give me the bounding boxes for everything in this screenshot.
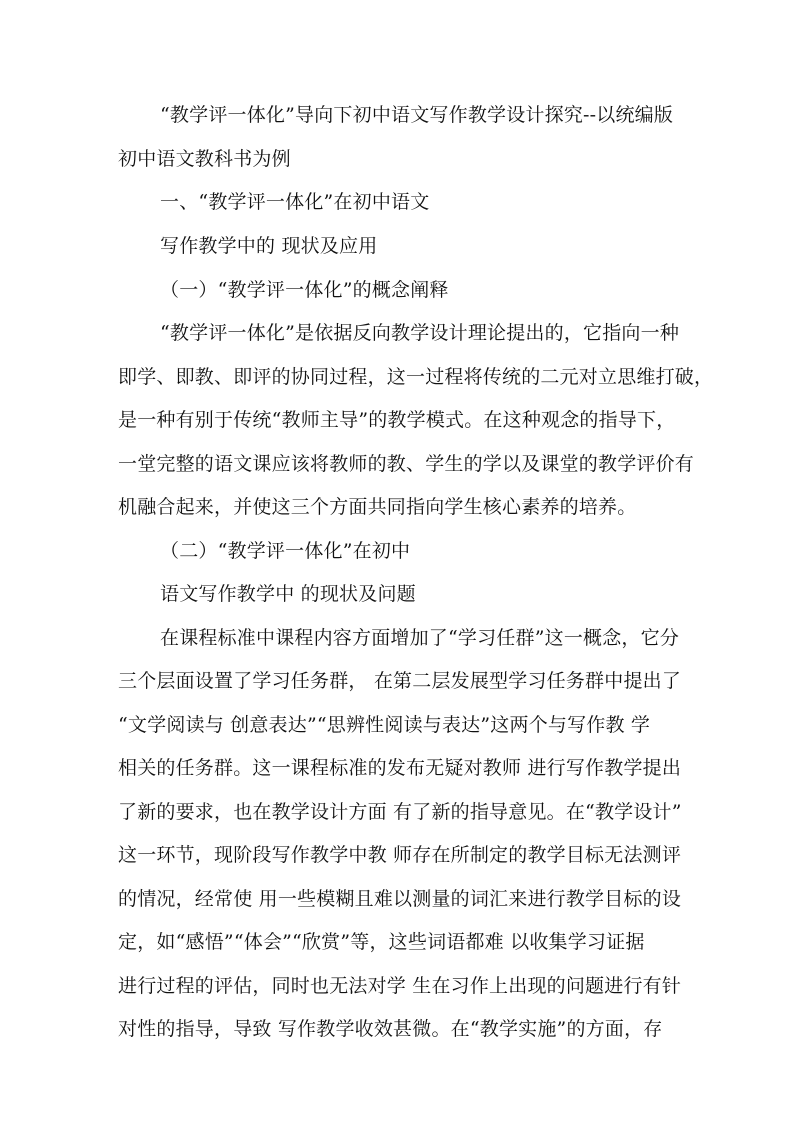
paragraph-line: 相关的任务群。这一课程标准的发布无疑对教师 进行写作教学提出 bbox=[118, 757, 682, 779]
subsection-heading-2-line-2: 语文写作教学中 的现状及问题 bbox=[160, 583, 416, 605]
document-title-line-2: 初中语文教科书为例 bbox=[118, 148, 291, 170]
paragraph-line: 定，如“感悟”“体会”“欣赏”等，这些词语都难 以收集学习证据 bbox=[118, 931, 645, 953]
paragraph-line: 即学、即教、即评的协同过程，这一过程将传统的二元对立思维打破， bbox=[118, 366, 714, 388]
paragraph-line: 进行过程的评估，同时也无法对学 生在习作上出现的问题进行有针 bbox=[118, 975, 682, 997]
paragraph-line: 了新的要求，也在教学设计方面 有了新的指导意见。在“教学设计” bbox=[118, 801, 682, 823]
subsection-heading-2-line-1: （二）“教学评一体化”在初中 bbox=[160, 540, 411, 562]
document-title-line-1: “教学评一体化”导向下初中语文写作教学设计探究--以统编版 bbox=[160, 104, 674, 126]
section-heading-1-line-1: 一、“教学评一体化”在初中语文 bbox=[160, 191, 430, 213]
paragraph-line: “教学评一体化”是依据反向教学设计理论提出的，它指向一种 bbox=[160, 322, 680, 344]
paragraph-line: 这一环节，现阶段写作教学中教 师存在所制定的教学目标无法测评 bbox=[118, 844, 682, 866]
paragraph-line: 在课程标准中课程内容方面增加了“学习任群”这一概念，它分 bbox=[160, 627, 680, 649]
paragraph-line: 是一种有别于传统“教师主导”的教学模式。在这种观念的指导下， bbox=[118, 409, 676, 431]
paragraph-line: “文学阅读与 创意表达”“思辨性阅读与表达”这两个与写作教 学 bbox=[118, 714, 651, 736]
subsection-heading-1: （一）“教学评一体化”的概念阐释 bbox=[160, 279, 449, 301]
section-heading-1-line-2: 写作教学中的 现状及应用 bbox=[160, 235, 378, 257]
paragraph-line: 机融合起来，并使这三个方面共同指向学生核心素养的培养。 bbox=[118, 496, 637, 518]
paragraph-line: 对性的指导，导致 写作教学收效甚微。在“教学实施”的方面，存 bbox=[118, 1018, 663, 1040]
paragraph-line: 三个层面设置了学习任务群， 在第二层发展型学习任务群中提出了 bbox=[118, 670, 682, 692]
paragraph-line: 的情况，经常使 用一些模糊且难以测量的词汇来进行教学目标的设 bbox=[118, 888, 682, 910]
paragraph-line: 一堂完整的语文课应该将教师的教、学生的学以及课堂的教学评价有 bbox=[118, 453, 695, 475]
